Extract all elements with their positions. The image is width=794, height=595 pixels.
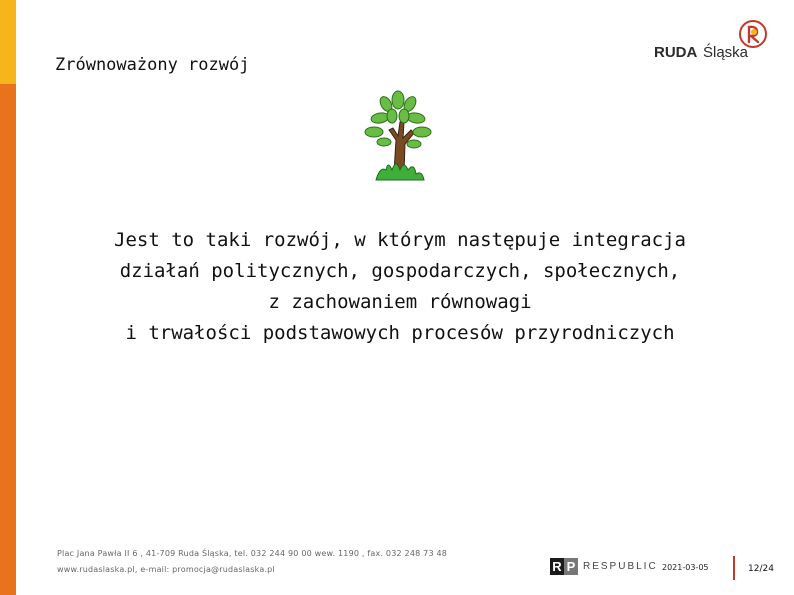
definition-line: i trwałości podstawowych procesów przyrodniczych xyxy=(125,322,675,344)
respublic-logo-p: P xyxy=(564,558,578,575)
slide-title: Zrównoważony rozwój xyxy=(55,55,250,75)
page-number: 12/24 xyxy=(748,564,774,574)
footer-date: 2021-03-05 xyxy=(662,563,709,572)
tree-icon xyxy=(356,90,440,184)
logo-text-slaska: Śląska xyxy=(703,44,749,61)
definition-line: działań politycznych, gospodarczych, społecznych, xyxy=(119,260,681,282)
respublic-logo-r: R xyxy=(550,558,564,575)
respublic-logo-text: RESPUBLIC xyxy=(583,561,658,572)
footer-address: Plac Jana Pawła II 6 , 41-709 Ruda Śląska, tel. 032 244 90 00 wew. 1190 , fax. 032 248 73 48 xyxy=(57,549,448,558)
sidebar-accent-bottom xyxy=(0,84,16,595)
footer-divider xyxy=(733,556,735,580)
definition-text xyxy=(70,225,730,349)
logo-text-ruda: RUDA xyxy=(654,44,698,61)
ruda-slaska-logo-mark xyxy=(737,18,769,50)
definition-line: Jest to taki rozwój, w którym następuje integracja xyxy=(114,229,686,251)
sidebar-accent-top xyxy=(0,0,16,84)
respublic-logo xyxy=(550,558,658,576)
footer-contact: www.rudaslaska.pl, e-mail: promocja@rudaslaska.pl xyxy=(57,565,275,574)
ruda-slaska-logo xyxy=(654,18,774,64)
definition-line: z zachowaniem równowagi xyxy=(268,291,532,313)
